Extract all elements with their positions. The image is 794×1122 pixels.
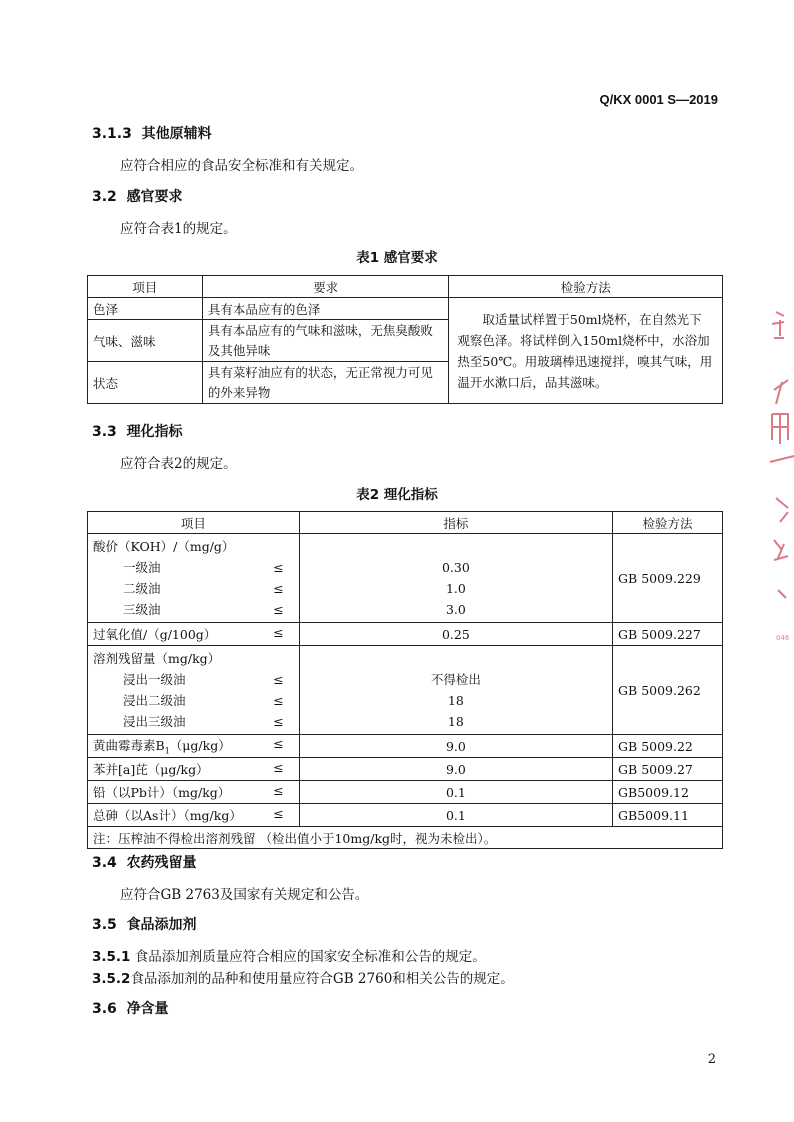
sub-item: 三级油 ≤ [123,602,284,617]
peroxide-item: 过氧化值/（g/100g） ≤ [88,623,300,646]
header-cell: 检验方法 [613,512,723,534]
section-3-5-1 [92,945,486,965]
table-row [88,758,723,781]
table-row [88,646,723,735]
header-cell: 指标 [299,512,612,534]
table-note: 注：压榨油不得检出溶剂残留 （检出值小于10mg/kg时，视为未检出）。 [88,827,723,849]
solvent-residue-item [88,646,300,735]
method-cell: GB 5009.262 [613,646,723,735]
indicator-cell: 不得检出 18 18 [299,646,612,735]
section-title: 农药残留量 [126,855,197,871]
benzopyrene-item: 苯并[a]芘（μg/kg） ≤ [88,758,300,781]
section-3-1-3-heading [92,123,212,143]
method-cell: GB 5009.27 [613,758,723,781]
sub-item: 浸出一级油 ≤ [123,672,284,687]
acid-value-item [88,534,300,623]
sub-item: 二级油 ≤ [123,581,284,596]
section-title: 理化指标 [126,424,183,440]
section-text: 食品添加剂的品种和使用量应符合GB 2760和相关公告的规定。 [130,971,514,987]
section-title: 其他原辅料 [141,126,212,142]
standard-code: Q/KX 0001 S—2019 [599,92,718,107]
sensory-table [87,275,723,404]
table-row [88,298,723,320]
section-title: 感官要求 [126,189,183,205]
section-number: 3.1.3 [92,126,132,142]
section-3-3-text: 应符合表2的规定。 [120,456,237,472]
requirement-cell: 具有本品应有的气味和滋味，无焦臭酸败及其他异味 [202,320,449,362]
table-note-row [88,827,723,849]
table-row [88,534,723,623]
method-cell: GB 5009.229 [613,534,723,623]
sub-item: 浸出二级油 ≤ [123,693,284,708]
section-3-1-3-text: 应符合相应的食品安全标准和有关规定。 [120,158,363,174]
header-cell: 项目 [88,512,300,534]
table-header-row [88,512,723,534]
section-number: 3.2 [92,189,117,205]
sub-item: 一级油 ≤ [123,560,284,575]
table-row [88,804,723,827]
section-3-4-heading [92,852,197,872]
requirement-cell: 具有本品应有的色泽 [202,298,449,320]
lead-item: 铅（以Pb计）（mg/kg） ≤ [88,781,300,804]
header-cell: 检验方法 [449,276,723,298]
section-number: 3.4 [92,855,117,871]
section-title: 食品添加剂 [126,917,197,933]
table-row [88,623,723,646]
item-cell: 状态 [88,362,203,404]
item-cell: 色泽 [88,298,203,320]
indicator-cell: 0.30 1.0 3.0 [299,534,612,623]
indicator-cell: 9.0 [299,735,612,758]
method-cell: 取适量试样置于50ml烧杯，在自然光下观察色泽。将试样倒入150ml烧杯中，水浴加热至50℃。用玻璃棒迅速搅拌，嗅其气味，用温开水漱口后，品其滋味。 [449,298,723,404]
method-cell: GB 5009.227 [613,623,723,646]
item-label: 溶剂残留量（mg/kg） [93,651,221,666]
header-cell: 要求 [202,276,449,298]
seal-stamp-fragment [762,290,794,660]
requirement-cell: 具有菜籽油应有的状态，无正常视力可见的外来异物 [202,362,449,404]
table2-caption: 表2 理化指标 [356,487,438,503]
section-3-5-heading [92,914,197,934]
method-cell: GB5009.11 [613,804,723,827]
table-header-row [88,276,723,298]
section-number: 3.5.2 [92,971,131,987]
item-label: 酸价（KOH）/（mg/g） [93,539,235,554]
sub-item: 浸出三级油 ≤ [123,714,284,729]
section-3-3-heading [92,421,183,441]
svg-text:046: 046 [776,634,790,642]
section-number: 3.5.1 [92,949,131,965]
page-number: 2 [707,1052,716,1067]
table-row [88,735,723,758]
section-3-6-heading [92,998,169,1018]
physicochemical-table [87,511,723,849]
table1-caption: 表1 感官要求 [356,250,438,266]
section-3-2-text: 应符合表1的规定。 [120,221,237,237]
section-number: 3.5 [92,917,117,933]
section-3-4-text: 应符合GB 2763及国家有关规定和公告。 [120,887,369,903]
section-number: 3.3 [92,424,117,440]
indicator-cell: 0.1 [299,781,612,804]
method-cell: GB5009.12 [613,781,723,804]
item-cell: 气味、滋味 [88,320,203,362]
method-cell: GB 5009.22 [613,735,723,758]
indicator-cell: 0.1 [299,804,612,827]
section-3-5-2 [92,967,514,987]
section-number: 3.6 [92,1001,117,1017]
arsenic-item: 总砷（以As计）（mg/kg） ≤ [88,804,300,827]
section-3-2-heading [92,186,183,206]
indicator-cell: 0.25 [299,623,612,646]
section-title: 净含量 [126,1001,169,1017]
table-row [88,781,723,804]
aflatoxin-item: 黄曲霉毒素$B_1(\mu g/kg)$ ≤ [88,735,300,758]
indicator-cell: 9.0 [299,758,612,781]
header-cell: 项目 [88,276,203,298]
section-text: 食品添加剂质量应符合相应的国家安全标准和公告的规定。 [134,949,486,965]
